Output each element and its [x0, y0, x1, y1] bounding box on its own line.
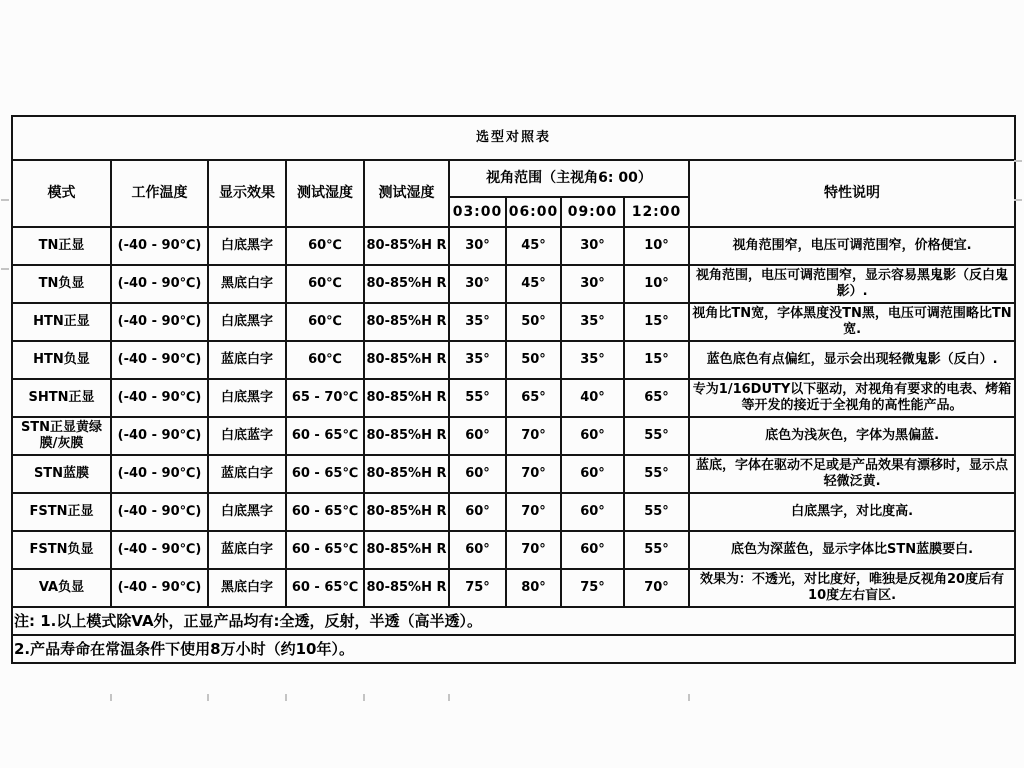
cell-test-temp: 60 - 65℃	[286, 531, 364, 569]
cell-angle-0900: 60°	[561, 455, 624, 493]
cell-angle-1200: 10°	[624, 265, 689, 303]
cell-angle-0900: 60°	[561, 493, 624, 531]
footnote-1: 注: 1.以上模式除VA外，正显产品均有:全透，反射，半透（高半透）。	[12, 607, 1015, 635]
cell-humidity: 80-85%H R	[364, 341, 449, 379]
cell-angle-0600: 45°	[506, 227, 561, 265]
cell-test-temp: 60 - 65℃	[286, 455, 364, 493]
cell-angle-0900: 30°	[561, 227, 624, 265]
cell-angle-0900: 75°	[561, 569, 624, 607]
gridline-stub	[448, 694, 450, 701]
cell-test-temp: 60 - 65℃	[286, 569, 364, 607]
cell-work-temp: (-40 - 90℃)	[111, 227, 208, 265]
table-row	[12, 303, 1015, 341]
cell-test-temp: 60℃	[286, 265, 364, 303]
gridline-stub	[363, 694, 365, 701]
table-row	[12, 341, 1015, 379]
table-row	[12, 455, 1015, 493]
cell-display-effect: 蓝底白字	[208, 455, 286, 493]
cell-angle-0900: 35°	[561, 303, 624, 341]
cell-humidity: 80-85%H R	[364, 379, 449, 417]
cell-angle-1200: 10°	[624, 227, 689, 265]
cell-display-effect: 白底黑字	[208, 493, 286, 531]
cell-mode: HTN正显	[12, 303, 111, 341]
cell-angle-0300: 60°	[449, 455, 506, 493]
cell-display-effect: 白底黑字	[208, 227, 286, 265]
cell-angle-0900: 60°	[561, 531, 624, 569]
cell-characteristics: 底色为深蓝色，显示字体比STN蓝膜要白.	[689, 531, 1015, 569]
cell-mode: FSTN正显	[12, 493, 111, 531]
table-row	[12, 493, 1015, 531]
cell-angle-1200: 65°	[624, 379, 689, 417]
cell-mode: TN正显	[12, 227, 111, 265]
cell-angle-0600: 45°	[506, 265, 561, 303]
gridline-stub	[688, 694, 690, 701]
table-row	[12, 227, 1015, 265]
cell-angle-0300: 60°	[449, 493, 506, 531]
cell-angle-0300: 30°	[449, 227, 506, 265]
cell-test-temp: 65 - 70℃	[286, 379, 364, 417]
cell-angle-1200: 15°	[624, 303, 689, 341]
cell-test-temp: 60℃	[286, 341, 364, 379]
cell-angle-0600: 50°	[506, 341, 561, 379]
cell-work-temp: (-40 - 90℃)	[111, 303, 208, 341]
cell-characteristics: 蓝色底色有点偏红，显示会出现轻微鬼影（反白）.	[689, 341, 1015, 379]
cell-work-temp: (-40 - 90℃)	[111, 531, 208, 569]
cell-angle-0600: 50°	[506, 303, 561, 341]
page-title: 选型对照表	[12, 116, 1015, 160]
cell-test-temp: 60℃	[286, 227, 364, 265]
cell-humidity: 80-85%H R	[364, 417, 449, 455]
cell-angle-0300: 30°	[449, 265, 506, 303]
cell-characteristics: 视角比TN宽，字体黑度没TN黑，电压可调范围略比TN宽.	[689, 303, 1015, 341]
cell-work-temp: (-40 - 90℃)	[111, 265, 208, 303]
cell-angle-0600: 70°	[506, 417, 561, 455]
footnote-2: 2.产品寿命在常温条件下使用8万小时（约10年）。	[12, 635, 1015, 663]
cell-mode: HTN负显	[12, 341, 111, 379]
cell-angle-0300: 60°	[449, 531, 506, 569]
cell-angle-1200: 15°	[624, 341, 689, 379]
table-row	[12, 265, 1015, 303]
cell-angle-0600: 80°	[506, 569, 561, 607]
cell-characteristics: 底色为浅灰色，字体为黑偏蓝.	[689, 417, 1015, 455]
cell-angle-1200: 70°	[624, 569, 689, 607]
cell-angle-0900: 30°	[561, 265, 624, 303]
cell-characteristics: 效果为：不透光，对比度好，唯独是反视角20度后有10度左右盲区.	[689, 569, 1015, 607]
cell-work-temp: (-40 - 90℃)	[111, 417, 208, 455]
cell-mode: SHTN正显	[12, 379, 111, 417]
table-body	[12, 227, 1015, 607]
cell-angle-0300: 55°	[449, 379, 506, 417]
cell-characteristics: 视角范围，电压可调范围窄，显示容易黑鬼影（反白鬼影）.	[689, 265, 1015, 303]
cell-humidity: 80-85%H R	[364, 227, 449, 265]
gridline-stub	[1014, 199, 1022, 201]
cell-display-effect: 白底蓝字	[208, 417, 286, 455]
cell-angle-0300: 35°	[449, 341, 506, 379]
cell-test-temp: 60 - 65℃	[286, 493, 364, 531]
table-row	[12, 417, 1015, 455]
cell-work-temp: (-40 - 90℃)	[111, 455, 208, 493]
cell-characteristics: 视角范围窄，电压可调范围窄，价格便宜.	[689, 227, 1015, 265]
cell-display-effect: 白底黑字	[208, 303, 286, 341]
col-header-time-0900: 09:00	[561, 197, 624, 227]
cell-angle-0900: 35°	[561, 341, 624, 379]
cell-mode: TN负显	[12, 265, 111, 303]
cell-humidity: 80-85%H R	[364, 455, 449, 493]
col-header-time-0300: 03:00	[449, 197, 506, 227]
footnote-row-1	[12, 607, 1015, 635]
cell-angle-0600: 70°	[506, 493, 561, 531]
cell-angle-1200: 55°	[624, 417, 689, 455]
col-header-test-humidity-a: 测试湿度	[286, 160, 364, 227]
cell-angle-0600: 65°	[506, 379, 561, 417]
cell-angle-0600: 70°	[506, 455, 561, 493]
col-header-display-effect: 显示效果	[208, 160, 286, 227]
cell-work-temp: (-40 - 90℃)	[111, 569, 208, 607]
gridline-stub	[110, 694, 112, 701]
cell-test-temp: 60 - 65℃	[286, 417, 364, 455]
cell-angle-0300: 60°	[449, 417, 506, 455]
cell-display-effect: 黑底白字	[208, 265, 286, 303]
gridline-stub	[1, 268, 9, 270]
gridline-stub	[207, 694, 209, 701]
col-header-work-temp: 工作温度	[111, 160, 208, 227]
cell-display-effect: 蓝底白字	[208, 341, 286, 379]
cell-humidity: 80-85%H R	[364, 303, 449, 341]
table-row	[12, 531, 1015, 569]
footnote-row-2	[12, 635, 1015, 663]
cell-angle-1200: 55°	[624, 531, 689, 569]
cell-humidity: 80-85%H R	[364, 531, 449, 569]
cell-angle-1200: 55°	[624, 493, 689, 531]
col-header-test-humidity-b: 测试湿度	[364, 160, 449, 227]
cell-characteristics: 白底黑字，对比度高.	[689, 493, 1015, 531]
cell-mode: STN蓝膜	[12, 455, 111, 493]
cell-angle-1200: 55°	[624, 455, 689, 493]
gridline-stub	[285, 694, 287, 701]
gridline-stub	[1014, 160, 1022, 162]
cell-characteristics: 专为1/16DUTY以下驱动，对视角有要求的电表、烤箱等开发的接近于全视角的高性能产品。	[689, 379, 1015, 417]
table-row	[12, 379, 1015, 417]
cell-mode: FSTN负显	[12, 531, 111, 569]
cell-characteristics: 蓝底，字体在驱动不足或是产品效果有漂移时，显示点轻微泛黄.	[689, 455, 1015, 493]
cell-humidity: 80-85%H R	[364, 493, 449, 531]
cell-angle-0900: 40°	[561, 379, 624, 417]
cell-angle-0300: 75°	[449, 569, 506, 607]
cell-angle-0900: 60°	[561, 417, 624, 455]
cell-humidity: 80-85%H R	[364, 265, 449, 303]
cell-display-effect: 黑底白字	[208, 569, 286, 607]
cell-angle-0600: 70°	[506, 531, 561, 569]
header-row-1	[12, 160, 1015, 197]
col-header-characteristics: 特性说明	[689, 160, 1015, 227]
cell-test-temp: 60℃	[286, 303, 364, 341]
cell-work-temp: (-40 - 90℃)	[111, 493, 208, 531]
cell-angle-0300: 35°	[449, 303, 506, 341]
col-header-view-angle-group: 视角范围（主视角6: 00）	[449, 160, 689, 197]
cell-mode: VA负显	[12, 569, 111, 607]
cell-work-temp: (-40 - 90℃)	[111, 379, 208, 417]
col-header-time-1200: 12:00	[624, 197, 689, 227]
cell-mode: STN正显黄绿膜/灰膜	[12, 417, 111, 455]
col-header-mode: 模式	[12, 160, 111, 227]
title-row	[12, 116, 1015, 160]
col-header-time-0600: 06:00	[506, 197, 561, 227]
table-row	[12, 569, 1015, 607]
gridline-stub	[1, 199, 9, 201]
selection-comparison-table	[11, 115, 1016, 664]
cell-display-effect: 蓝底白字	[208, 531, 286, 569]
cell-display-effect: 白底黑字	[208, 379, 286, 417]
cell-humidity: 80-85%H R	[364, 569, 449, 607]
cell-work-temp: (-40 - 90℃)	[111, 341, 208, 379]
